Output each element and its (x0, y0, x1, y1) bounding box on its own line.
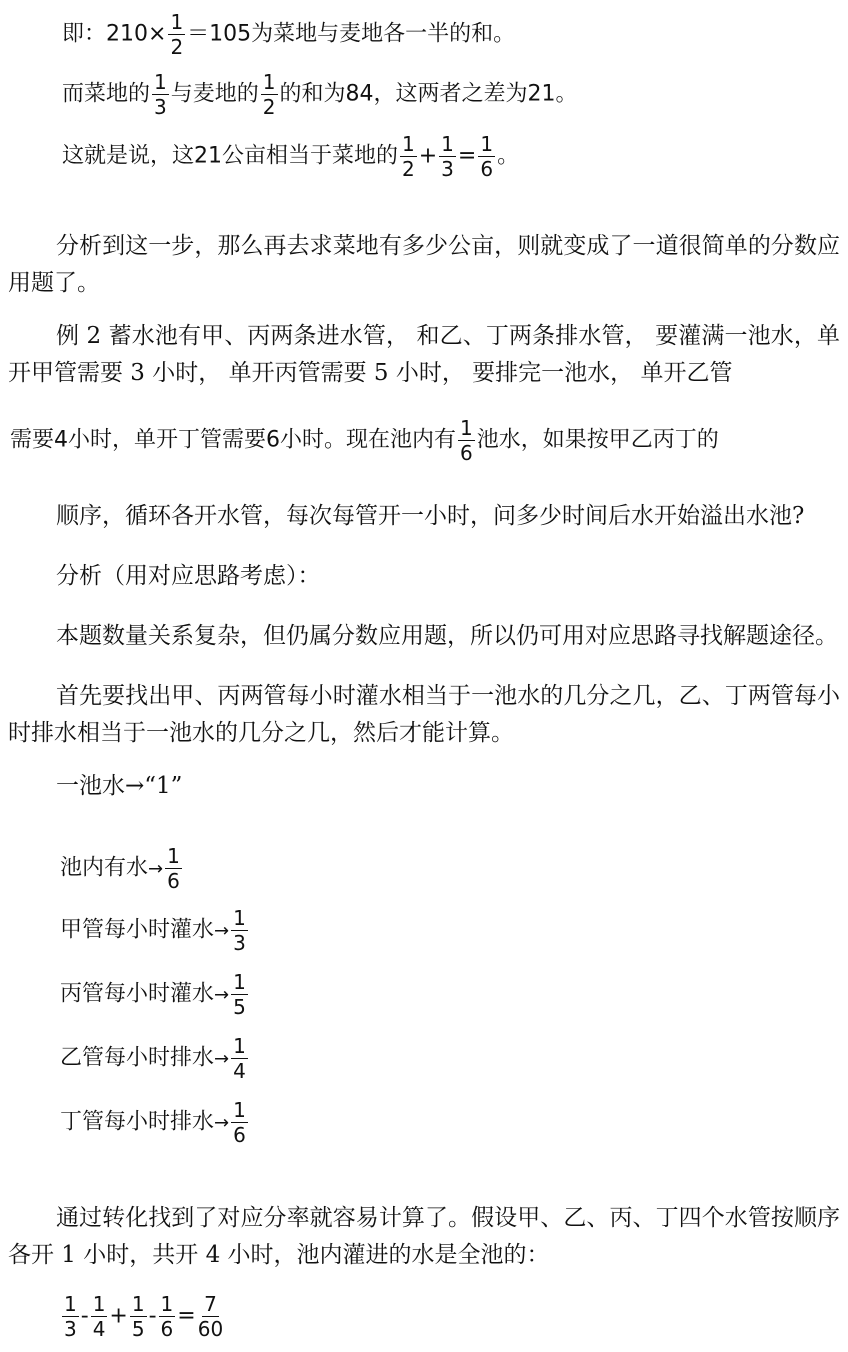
formula-line-3 (62, 134, 519, 179)
text: 。 (497, 143, 520, 169)
operator: + (418, 143, 438, 169)
fraction: $\frac{1}{2}$ (262, 70, 276, 119)
fraction: $\frac{1}{3}$ (441, 132, 454, 181)
paragraph-example-2: 例 2 蓄水池有甲、丙两条进水管， 和乙、丁两条排水管， 要灌满一池水，单开甲管需要 3 小时， 单开丙管需要 5 小时， 要排完一池水， 单开乙管 (8, 323, 840, 386)
formula-line-2 (62, 72, 578, 117)
fraction: $\frac{1}{6}$ (460, 416, 473, 465)
text: 即：210× (62, 21, 167, 47)
fraction: $\frac{1}{2}$ (402, 132, 415, 181)
text: 需要4小时，单开丁管需要6小时。现在池内有 (10, 427, 456, 453)
text: ＝105为菜地与麦地各一半的和。 (187, 21, 516, 47)
operator: = (457, 143, 477, 169)
final-formula: $\frac{1}{3}$ - $\frac{1}{4}$ + $\frac{1}{5}$ - $\frac{1}{6}$ = $\frac{7}{60}$ (64, 1292, 224, 1341)
rate-item: 丙管每小时灌水→ $\frac{1}{5}$ (60, 970, 246, 1019)
text: 池水，如果按甲乙丙丁的 (476, 427, 719, 453)
formula-line-1 (62, 12, 515, 57)
paragraph-3: 顺序，循环各开水管，每次每管开一小时，问多少时间后水开始溢出水池? (56, 503, 805, 529)
formula-line-4 (10, 418, 719, 463)
paragraph-8: 通过转化找到了对应分率就容易计算了。假设甲、乙、丙、丁四个水管按顺序各开 1 小时，共开 4 小时，池内灌进的水是全池的： (8, 1205, 840, 1268)
paragraph-analysis-heading: 分析（用对应思路考虑）： (56, 563, 321, 589)
paragraph-7: 一池水→“1” (56, 773, 183, 799)
rate-item: 丁管每小时排水→ $\frac{1}{6}$ (60, 1098, 246, 1147)
fraction: $\frac{1}{6}$ (480, 132, 494, 181)
paragraph-5: 本题数量关系复杂，但仍属分数应用题，所以仍可用对应思路寻找解题途径。 (56, 623, 838, 649)
text: 而菜地的 (62, 81, 151, 107)
fraction: $\frac{1}{2}$ (170, 10, 184, 59)
rate-item: 甲管每小时灌水→ $\frac{1}{3}$ (60, 906, 246, 955)
fraction: $\frac{1}{3}$ (154, 70, 167, 119)
paragraph-1: 分析到这一步，那么再去求菜地有多少公亩，则就变成了一道很简单的分数应用题了。 (8, 233, 840, 296)
rate-item: 乙管每小时排水→ $\frac{1}{4}$ (60, 1034, 246, 1083)
text: 与麦地的 (170, 81, 259, 107)
text: 的和为84，这两者之差为21。 (279, 81, 578, 107)
paragraph-6: 首先要找出甲、丙两管每小时灌水相当于一池水的几分之几，乙、丁两管每小时排水相当于一池水的几分之几，然后才能计算。 (8, 683, 840, 746)
text: 这就是说，这21公亩相当于菜地的 (62, 143, 398, 169)
rate-item: 池内有水→ $\frac{1}{6}$ (60, 844, 180, 893)
